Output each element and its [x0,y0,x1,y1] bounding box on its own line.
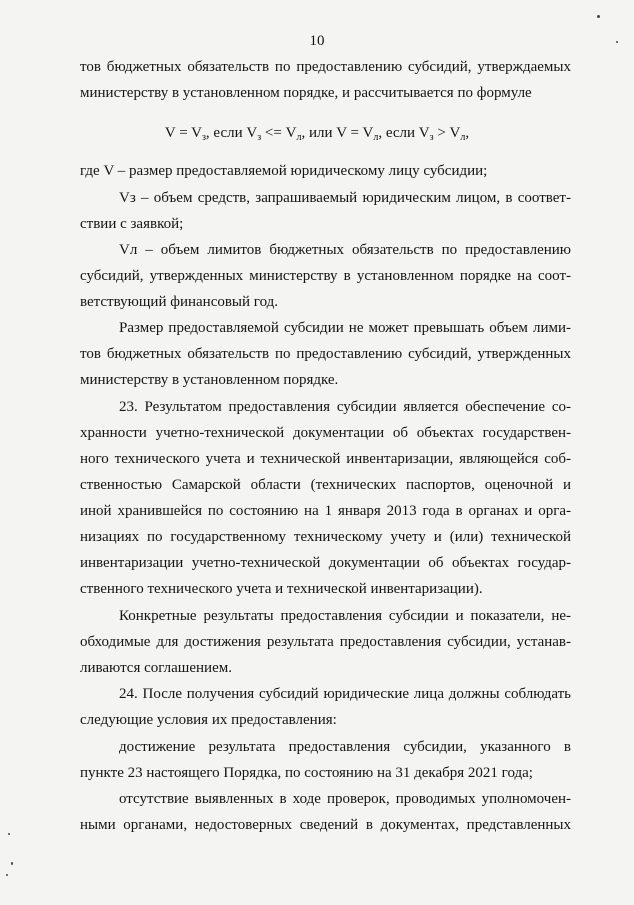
text-line: ливаются соглашением. [80,660,232,676]
formula-part: = V [175,125,202,141]
formula-sub: л [296,132,302,143]
text-line: Vз – объем средств, запрашиваемый юридическим лицом, в соответ- [119,190,571,206]
formula-sub: л [373,132,379,143]
text-line: ветствующий финансовый год. [80,294,279,310]
text-line: иной хранившейся по состоянию на 1 января 2013 года в органах и орга- [80,503,571,519]
formula-part: V [164,125,176,141]
formula-sub: л [460,132,466,143]
formula-part: , если V [378,125,430,141]
formula-part: , или V = V [301,125,374,141]
text-line: ными органами, недостоверных сведений в документах, представленных [80,817,571,833]
text-line: ствии с заявкой; [80,216,184,232]
text-line: низациях по государственному техническому учету и (или) технической [80,529,571,545]
text-line: обходимые для достижения результата предоставления субсидии, устанав- [80,634,571,650]
text-line: Размер предоставляемой субсидии не может превышать объем лими- [119,320,571,336]
formula [0,123,634,148]
text-line: Конкретные результаты предоставления субсидии и показатели, не- [119,608,571,624]
text-line: министерству в установленном порядке, и рассчитывается по формуле [80,85,532,101]
formula-sub: з [257,132,262,143]
text-line: 24. После получения субсидий юридические лица должны соблюдать [119,686,571,702]
text-line: ного технического учета и технической инвентаризации, являющейся соб- [80,451,571,467]
scan-speck [8,833,10,835]
formula-part: , если V [205,125,258,141]
text-line: ственностью Самарской области (технических паспортов, оценочной и [80,477,571,493]
formula-part: <= V [261,125,297,141]
text-line: отсутствие выявленных в ходе проверок, проводимых уполномочен- [119,791,571,807]
text-line: Vл – объем лимитов бюджетных обязательств по предоставлению [119,242,571,258]
text-line: ственного технического учета и технической инвентаризации). [80,581,483,597]
scan-speck [597,15,600,18]
formula-part: , [465,125,470,141]
text-line: тов бюджетных обязательств по предоставлению субсидий, утвержденных [80,346,571,362]
text-line: хранности учетно-технической документации об объектах государствен- [80,425,571,441]
text-line: 23. Результатом предоставления субсидии является обеспечение со- [119,399,571,415]
text-line: достижение результата предоставления субсидии, указанного в [119,739,571,755]
text-line: тов бюджетных обязательств по предоставлению субсидий, утверждаемых [80,59,571,75]
formula-sub: з [201,132,206,143]
text-line: субсидий, утвержденных министерству в установленном порядке на соот- [80,268,571,284]
scan-speck [6,874,8,876]
text-line: следующие условия их предоставления: [80,712,337,728]
text-line: где V – размер предоставляемой юридическому лицу субсидии; [80,163,488,179]
page-number: 10 [309,33,325,49]
text-line: инвентаризации учетно-технической документации об объектах государ- [80,555,571,571]
text-line: министерству в установленном порядке. [80,372,339,388]
formula-sub: з [429,132,434,143]
text-line: пункте 23 настоящего Порядка, по состоянию на 31 декабря 2021 года; [80,765,533,781]
scan-speck [616,41,618,43]
formula-part: > V [433,125,461,141]
scan-speck [11,862,13,865]
